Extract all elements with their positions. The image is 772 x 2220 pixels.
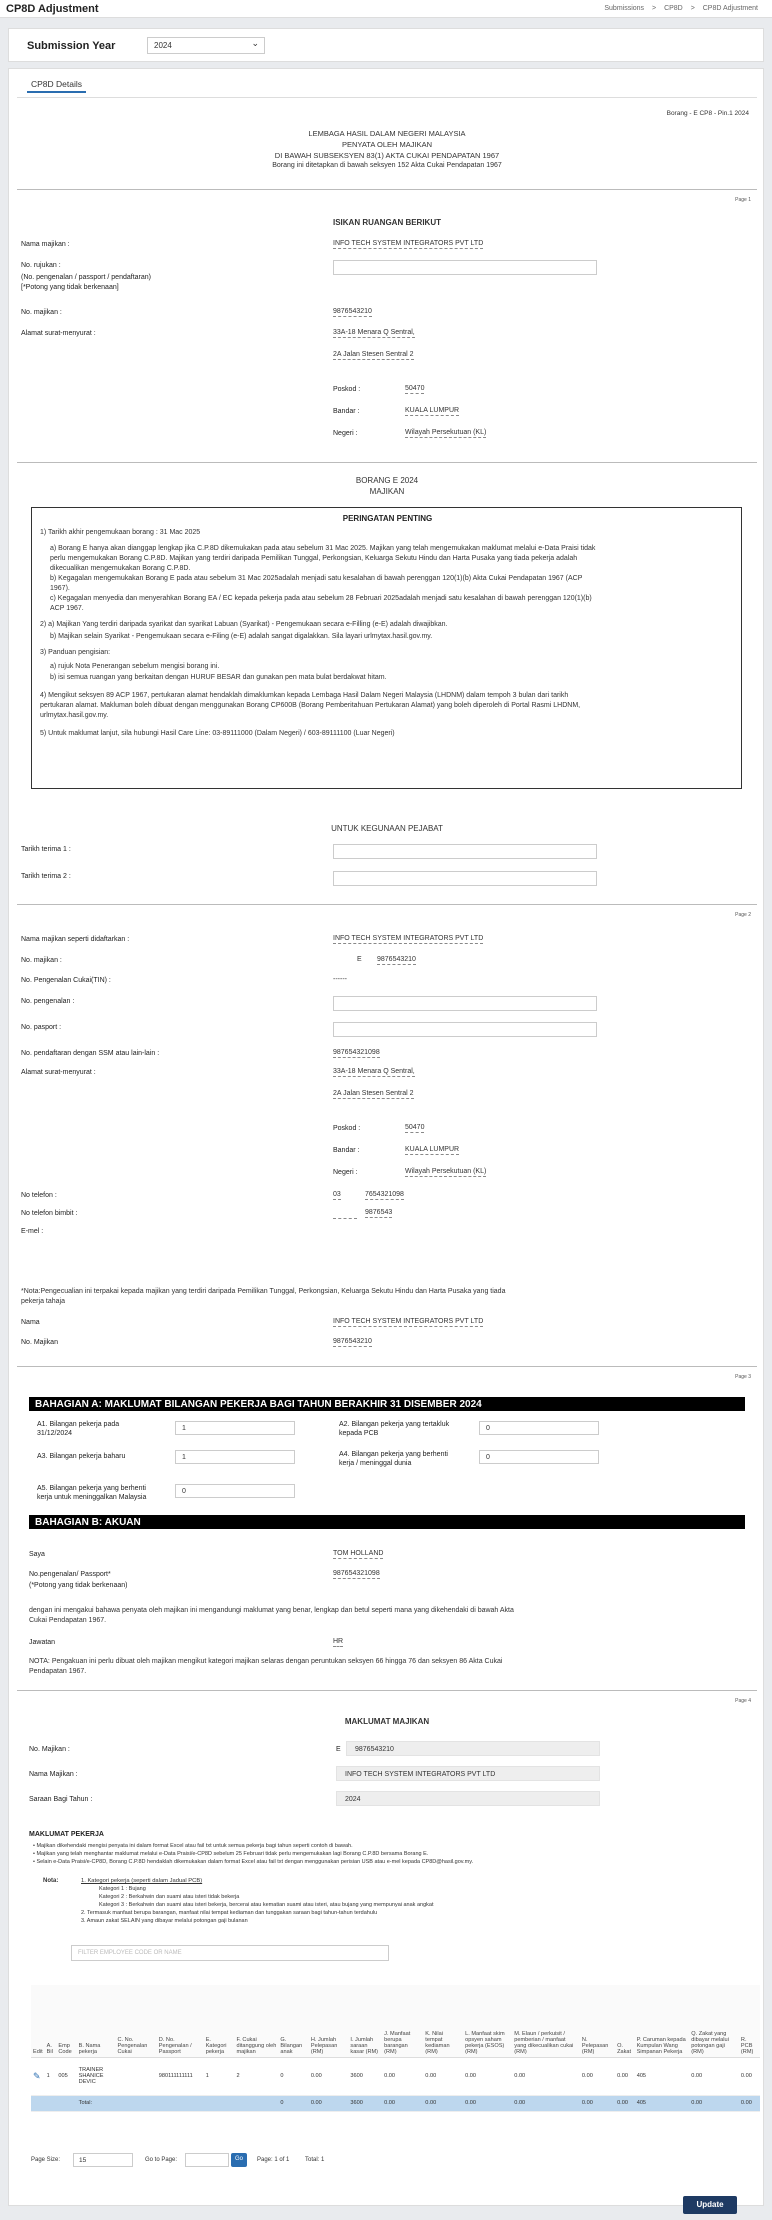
nama-label: Nama [21,1319,40,1326]
breadcrumb-sep: > [690,5,695,12]
total-cell: Total: [77,2095,116,2111]
col-header: R. PCB (RM) [739,1985,760,2057]
notice-line: 3) Panduan pengisian: [40,649,111,656]
main-panel [8,68,764,2206]
table-cell: 0.00 [580,2057,615,2095]
total-cell: 0.00 [309,2095,349,2111]
col-header: B. Nama pekerja [77,1985,116,2057]
nama-majikan-value: INFO TECH SYSTEM INTEGRATORS PVT LTD [333,240,484,247]
table-cell: 0.00 [463,2057,512,2095]
alamat-line-1: 33A-18 Menara Q Sentral, [333,1068,415,1075]
total-cell: 0.00 [512,2095,580,2111]
a2-input[interactable]: 0 [479,1421,599,1435]
pengenalan-input[interactable] [333,996,597,1011]
no-majikan-value: 9876543210 [377,956,416,963]
total-cell: 0.00 [739,2095,760,2111]
total-cell [45,2095,57,2111]
akuan-nota: Pendapatan 1967. [29,1668,87,1675]
table-cell: 005 [56,2057,76,2095]
table-cell: 0.00 [615,2057,635,2095]
notice-line: 1) Tarikh akhir pengemukaan borang : 31 Mac 2025 [40,529,201,536]
rujukan-sub: [*Potong yang tidak berkenaan] [21,284,119,291]
negeri-value: Wilayah Persekutuan (KL) [405,429,487,436]
nota-pengecualian: *Nota:Pengecualian ini terpakai kepada majikan yang terdiri daripada Pemilikan Tunggal, Perkongsian, Keluarga Sekutu Hindu dan Harta Pusaka yang tiada [21,1288,506,1295]
pekerja-bullet: • Majikan dikehendaki mengisi penyata ini dalam format Excel atau fail txt untuk semua pekerja bagi tahun seperti contoh di bawah. [33,1843,353,1849]
alamat-line-2: 2A Jalan Stesen Sentral 2 [333,351,414,358]
total-cell: 0.00 [463,2095,512,2111]
nota-label: Nota: [43,1878,59,1884]
bahagian-a-heading: BAHAGIAN A: MAKLUMAT BILANGAN PEKERJA BAGI TAHUN BERAKHIR 31 DISEMBER 2024 [29,1397,745,1411]
nama-majikan-label: Nama Majikan : [29,1771,78,1778]
a1-label: 31/12/2024 [37,1430,73,1437]
nota-line: 2. Termasuk manfaat berupa barangan, manfaat nilai tempat kediaman dan tunggakan saraan bagi tahun-tahun terdahulu [81,1910,378,1916]
col-header: Emp Code [56,1985,76,2057]
rujukan-sub: (No. pengenalan / passport / pendaftaran) [21,274,151,281]
top-bar [0,0,772,18]
agency-line-1: LEMBAGA HASIL DALAM NEGERI MALAYSIA [308,129,466,138]
col-header: D. No. Pengenalan / Passport [157,1985,204,2057]
page-size-label: Page Size: [31,2157,61,2163]
table-cell: 1 [45,2057,57,2095]
page-label: Page 1 [735,197,751,203]
nota-line: 1. Kategori pekerja (seperti dalam Jadual PCB) [81,1878,203,1884]
notice-line: pertukaran alamat. Makluman boleh dibuat dengan menggunakan Borang CP600B (Borang Pemberitahuan Pertukaran Alamat) yang boleh diperoleh di Portal Rasmi LHDNM, [40,702,581,709]
total-cell: 3600 [348,2095,382,2111]
no-majikan-value: 9876543210 [333,1338,372,1345]
telefon-value: 7654321098 [365,1191,404,1198]
employee-table [31,1985,760,2112]
total-cell: 0.00 [689,2095,739,2111]
notice-line: 5) Untuk maklumat lanjut, sila hubungi Hasil Care Line: 03-89111000 (Dalam Negeri) / 603-89111100 (Luar Negeri) [40,730,395,737]
breadcrumb-current: CP8D Adjustment [702,5,758,12]
telefon-prefix: 03 [333,1191,341,1198]
col-header: Q. Zakat yang dibayar melalui potongan gaji (RM) [689,1985,739,2057]
tarikh-terima-1-label: Tarikh terima 1 : [21,846,71,853]
pekerja-bullet-text: Selain e-Data Praisi/e-CP8D, Borang C.P.8D hendaklah dikemukakan dalam format Excel atau fail txt dengan menggunakan perisian USB atau e-mel kepada CP8D@hasil.gov.my. [36,1859,474,1865]
notice-line: a) Borang E hanya akan dianggap lengkap jika C.P.8D dikemukakan pada atau sebelum 31 Mac 2025. Majikan yang telah mengemukakan maklumat melalui e-Data Praisi tidak [50,545,596,552]
breadcrumb [598,5,758,12]
borang-title: BORANG E 2024 [355,476,419,485]
goto-page-label: Go to Page: [145,2157,178,2163]
nama-majikan-label: Nama majikan : [21,241,70,248]
notice-line: 2) a) Majikan Yang terdiri daripada syarikat dan syarikat Labuan (Syarikat) - Pengemukaan secara e-Filling (e-E) adalah diwajibkan. [40,621,448,628]
col-header: H. Jumlah Pelepasan (RM) [309,1985,349,2057]
notice-line: c) Kegagalan menyedia dan menyerahkan Borang EA / EC kepada pekerja pada atau sebelum 28 Februari 2025adalah menjadi satu kesalahan di bawah perenggan 120(1)(b) [50,595,592,602]
tin-value: ------ [333,976,347,983]
rujukan-input[interactable] [333,260,597,275]
a4-input[interactable]: 0 [479,1450,599,1464]
pekerja-bullet-text: Majikan yang telah menghantar maklumat melalui e-Data Praisi/e-CP8D sebelum 25 Februari tidak perlu mengemukakan lagi Borang C.P.8D bersama Borang E. [36,1851,429,1857]
notice-line: a) rujuk Nota Penerangan sebelum mengisi borang ini. [50,663,220,670]
table-cell: 0.00 [423,2057,463,2095]
akuan-text: Cukai Pendapatan 1967. [29,1617,107,1624]
notice-line: b) Majikan selain Syarikat - Pengemukaan secara e-Filing (e-E) adalah sangat digalakkan. Sila layari urlmytax.hasil.gov.my. [50,633,433,640]
nota-line: Kategori 1 : Bujang [99,1886,146,1892]
page-size-select[interactable]: 15 [73,2153,133,2167]
pekerja-bullet-text: Majikan dikehendaki mengisi penyata ini dalam format Excel atau fail txt untuk semua pekerja bagi tahun seperti contoh di bawah. [36,1843,353,1849]
filter-employee-input[interactable]: FILTER EMPLOYEE CODE OR NAME [71,1945,389,1961]
isikan-heading: ISIKAN RUANGAN BERIKUT [333,218,441,227]
tin-label: No. Pengenalan Cukai(TIN) : [21,977,111,984]
maklumat-pekerja-heading: MAKLUMAT PEKERJA [29,1831,104,1838]
bimbit-prefix-blank [333,1211,357,1219]
page-label: Page 3 [735,1374,751,1380]
nama-value: INFO TECH SYSTEM INTEGRATORS PVT LTD [333,1318,484,1325]
col-header: C. No. Pengenalan Cukai [116,1985,157,2057]
tarikh-terima-2-input[interactable] [333,871,597,886]
agency-line-2: PENYATA OLEH MAJIKAN [341,140,433,149]
col-header: N. Pelepasan (RM) [580,1985,615,2057]
ssm-label: No. pendaftaran dengan SSM atau lain-lain : [21,1050,160,1057]
no-majikan-label: No. Majikan : [29,1746,70,1753]
total-row [31,2095,760,2111]
alamat-line-1: 33A-18 Menara Q Sentral, [333,329,415,336]
submission-year-bar [8,28,764,62]
total-cell: 0.00 [423,2095,463,2111]
divider [17,189,757,190]
notice-line: 4) Mengikut seksyen 89 ACP 1967, pertukaran alamat hendaklah dimaklumkan kepada Lembaga Hasil Dalam Negeri Malaysia (LHDNM) dalam tempoh 3 bulan dari tarikh [40,692,569,699]
breadcrumb-cp8d[interactable]: CP8D [664,5,683,12]
update-button[interactable]: Update [683,2196,737,2214]
table-cell: 0.00 [689,2057,739,2095]
total-cell [235,2095,279,2111]
pekerja-bullet: • Majikan yang telah menghantar maklumat melalui e-Data Praisi/e-CP8D sebelum 25 Februari tidak perlu mengemukakan lagi Borang C.P.8D bersama Borang E. [33,1851,429,1857]
total-cell [56,2095,76,2111]
a4-label: A4. Bilangan pekerja yang berhenti [339,1451,448,1458]
col-header: K. Nilai tempat kediaman (RM) [423,1985,463,2057]
divider [17,462,757,463]
total-cell: 405 [635,2095,690,2111]
edit-icon[interactable]: ✎ [33,2070,41,2081]
agency-line-3: DI BAWAH SUBSEKSYEN 83(1) AKTA CUKAI PENDAPATAN 1967 [274,151,500,160]
a4-label: kerja / meninggal dunia [339,1460,412,1467]
a5-label: A5. Bilangan pekerja yang berhenti [37,1485,146,1492]
pengenalan-label: No.pengenalan/ Passport* [29,1571,111,1578]
saraan-label: Saraan Bagi Tahun : [29,1796,93,1803]
pengenalan-label: No. pengenalan : [21,998,75,1005]
notice-line: b) isi semua ruangan yang berkaitan dengan HURUF BESAR dan gunakan pen mata bulat berdakwat hitam. [50,674,387,681]
pengenalan-sub: (*Potong yang tidak berkenaan) [29,1582,128,1589]
bimbit-value: 9876543 [365,1209,393,1216]
bandar-value: KUALA LUMPUR [405,1146,460,1153]
majikan-prefix: E [336,1746,341,1753]
ssm-value: 987654321098 [333,1049,380,1056]
col-header: J. Manfaat berupa barangan (RM) [382,1985,423,2057]
nama-daftar-label: Nama majikan seperti didaftarkan : [21,936,130,943]
col-header: G. Bilangan anak [278,1985,308,2057]
pasport-label: No. pasport : [21,1024,62,1031]
page-label: Page 4 [735,1698,751,1704]
total-cell: 0.00 [382,2095,423,2111]
alamat-label: Alamat surat-menyurat : [21,1069,96,1076]
email-label: E-mel : [21,1228,44,1235]
notice-title: PERINGATAN PENTING [342,514,433,523]
table-cell: 0.00 [382,2057,423,2095]
poskod-label: Poskod : [333,386,361,393]
page-indicator: Page: 1 of 1 [257,2157,290,2163]
tarikh-terima-2-label: Tarikh terima 2 : [21,873,71,880]
col-header: I. Jumlah saraan kasar (RM) [348,1985,382,2057]
bahagian-b-heading: BAHAGIAN B: AKUAN [29,1515,745,1529]
col-header: M. Elaun / perkuisit / pemberian / manfaat yang dikecualikan cukai (RM) [512,1985,580,2057]
pekerja-bullet: • Selain e-Data Praisi/e-CP8D, Borang C.P.8D hendaklah dikemukakan dalam format Excel atau fail txt dengan menggunakan perisian USB atau e-mel kepada CP8D@hasil.gov.my. [33,1859,474,1865]
notice-line: urlmytax.hasil.gov.my. [40,712,109,719]
go-button[interactable]: Go [231,2153,247,2167]
col-header: Edit [31,1985,45,2057]
negeri-label: Negeri : [333,1169,358,1176]
table-row [31,2057,760,2095]
poskod-value: 50470 [405,385,425,392]
nama-daftar-value: INFO TECH SYSTEM INTEGRATORS PVT LTD [333,935,484,942]
nota-pengecualian: pekerja tahaja [21,1298,65,1305]
pasport-input[interactable] [333,1022,597,1037]
total-cell: 0.00 [615,2095,635,2111]
divider [17,1690,757,1691]
telefon-label: No telefon : [21,1192,57,1199]
table-cell: 0.00 [309,2057,349,2095]
divider [17,1366,757,1367]
a2-label: A2. Bilangan pekerja yang tertakluk [339,1421,450,1428]
notice-line: ACP 1967. [50,605,84,612]
a3-label: A3. Bilangan pekerja baharu [37,1453,126,1460]
saya-value: TOM HOLLAND [333,1550,384,1557]
borang-sub: MAJIKAN [369,487,405,496]
tarikh-terima-1-input[interactable] [333,844,597,859]
edit-cell [31,2057,45,2095]
saraan-field: 2024 [336,1791,600,1806]
table-cell: 2 [235,2057,279,2095]
tab-cp8d-details[interactable]: CP8D Details [27,77,86,93]
total-cell: 0 [278,2095,308,2111]
no-majikan-label: No. majikan : [21,309,62,316]
jawatan-value: HR [333,1638,344,1645]
notice-box [31,507,742,789]
breadcrumb-submissions[interactable]: Submissions [604,5,645,12]
negeri-label: Negeri : [333,430,358,437]
no-majikan-label: No. majikan : [21,957,62,964]
breadcrumb-sep: > [652,5,657,12]
jawatan-label: Jawatan [29,1639,56,1646]
notice-line: perlu mengemukakan Borang C.P.8D. Majikan yang terdiri daripada Pemilikan Tunggal, Perkongsian, Keluarga Sekutu Hindu dan Harta Pusaka yang tiada pekerja adalah [50,555,578,562]
col-header: P. Caruman kepada Kumpulan Wang Simpanan Pekerja [635,1985,690,2057]
total-cell: 0.00 [580,2095,615,2111]
bimbit-label: No telefon bimbit : [21,1210,78,1217]
akuan-text: dengan ini mengakui bahawa penyata oleh majikan ini mengandungi maklumat yang benar, lengkap dan betul seperti mana yang dikehendaki di bawah Akta [29,1607,514,1614]
no-majikan-label: No. Majikan [21,1339,58,1346]
table-cell: 405 [635,2057,690,2095]
notice-line: 1967). [50,585,70,592]
nota-line: Kategori 2 : Berkahwin dan suami atau isteri tidak bekerja [99,1894,240,1900]
agency-note: Borang ini ditetapkan di bawah seksyen 152 Akta Cukai Pendapatan 1967 [272,162,502,169]
table-cell: 1 [204,2057,235,2095]
table-cell: 0.00 [739,2057,760,2095]
a1-input[interactable]: 1 [175,1421,295,1435]
maklumat-majikan-heading: MAKLUMAT MAJIKAN [344,1717,430,1726]
table-cell: TRAINER SHANICE DEVIC [77,2057,116,2095]
pejabat-heading: UNTUK KEGUNAAN PEJABAT [331,824,443,833]
saya-label: Saya [29,1551,45,1558]
majikan-prefix: E [357,956,362,963]
submission-year-select[interactable]: 2024 ⌄ [147,37,265,54]
bandar-label: Bandar : [333,1147,360,1154]
goto-page-input[interactable] [185,2153,229,2167]
a5-label: kerja untuk meninggalkan Malaysia [37,1494,147,1501]
negeri-value: Wilayah Persekutuan (KL) [405,1168,487,1175]
no-majikan-value: 9876543210 [333,308,372,315]
no-majikan-field: 9876543210 [346,1741,600,1756]
pengenalan-value: 987654321098 [333,1570,380,1577]
a1-label: A1. Bilangan pekerja pada [37,1421,120,1428]
col-header: E. Kategori pekerja [204,1985,235,2057]
total-cell [116,2095,157,2111]
form-reference: Borang - E CP8 - Pin.1 2024 [666,110,749,117]
divider [17,97,757,98]
table-cell: 0 [278,2057,308,2095]
notice-line: b) Kegagalan mengemukakan Borang E pada atau sebelum 31 Mac 2025adalah menjadi satu kesalahan di bawah perenggan 120(1)(b) Akta Cukai Pendapatan 1967 (ACP [50,575,583,582]
bandar-value: KUALA LUMPUR [405,407,460,414]
col-header: L. Manfaat skim opsyen saham pekerja (ESOS) (RM) [463,1985,512,2057]
page-label: Page 2 [735,912,751,918]
total-cell [157,2095,204,2111]
table-cell: 980111111111 [157,2057,204,2095]
col-header: A. Bil [45,1985,57,2057]
total-indicator: Total: 1 [305,2157,325,2163]
col-header: F. Cukai ditanggung oleh majikan [235,1985,279,2057]
poskod-value: 50470 [405,1124,425,1131]
nota-line: 3. Amaun zakat SELAIN yang dibayar melalui potongan gaji bulanan [81,1918,248,1924]
page-title: CP8D Adjustment [6,3,99,15]
table-cell: 3600 [348,2057,382,2095]
rujukan-label: No. rujukan : [21,262,61,269]
alamat-line-2: 2A Jalan Stesen Sentral 2 [333,1090,414,1097]
nama-majikan-field: INFO TECH SYSTEM INTEGRATORS PVT LTD [336,1766,600,1781]
a2-label: kepada PCB [339,1430,379,1437]
table-cell [116,2057,157,2095]
table-cell: 0.00 [512,2057,580,2095]
bandar-label: Bandar : [333,408,360,415]
table-header-row [31,1985,760,2057]
poskod-label: Poskod : [333,1125,361,1132]
nota-line: Kategori 3 : Berkahwin dan suami atau isteri bekerja, bercerai atau kematian suami atau isteri, atau bujang yang mempunyai anak angkat [99,1902,434,1908]
akuan-nota: NOTA: Pengakuan ini perlu dibuat oleh majikan mengikut kategori majikan selaras dengan peruntukan seksyen 66 hingga 76 dan seksyen 86 Akta Cukai [29,1658,503,1665]
total-cell [204,2095,235,2111]
a3-input[interactable]: 1 [175,1450,295,1464]
a5-input[interactable]: 0 [175,1484,295,1498]
submission-year-label: Submission Year [27,40,116,52]
notice-line: dikecualikan mengemukakan Borang C.P.8D. [50,565,191,572]
total-cell [31,2095,45,2111]
divider [17,904,757,905]
alamat-label: Alamat surat-menyurat : [21,330,96,337]
col-header: O. Zakat [615,1985,635,2057]
